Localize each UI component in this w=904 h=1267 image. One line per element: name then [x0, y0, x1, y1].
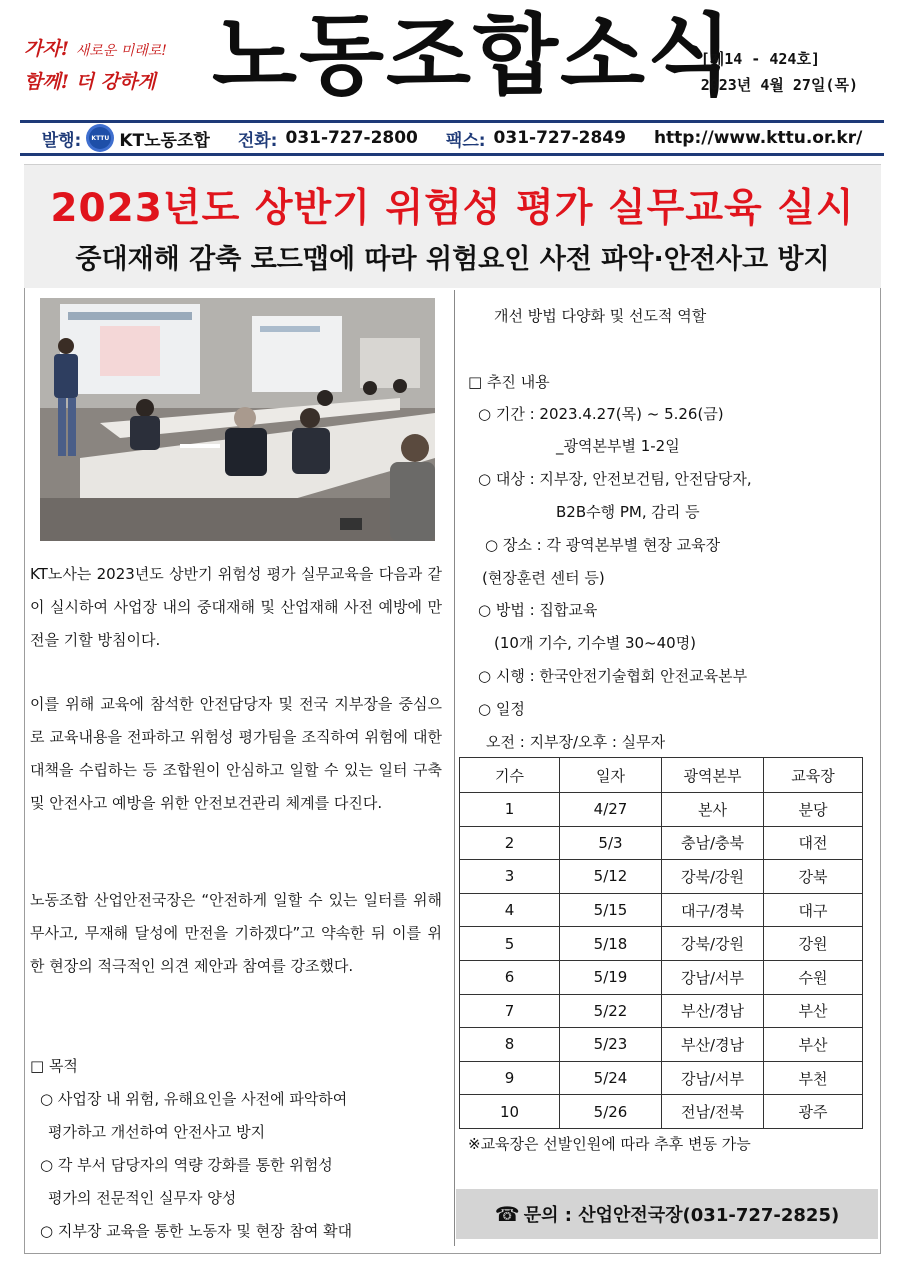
schedule-table — [459, 757, 863, 1129]
slogan-line1: 가자! — [24, 38, 70, 60]
fax-number: 031-727-2849 — [493, 128, 626, 148]
cell-cohort: 4 — [460, 893, 560, 927]
purpose-item-1-line1: ○ 사업장 내 위험, 유해요인을 사전에 파악하여 — [40, 1090, 348, 1108]
subheadline: 중대재해 감축 로드맵에 따라 위험요인 사전 파악·안전사고 방지 — [75, 244, 830, 275]
cell-venue: 대전 — [764, 826, 863, 860]
cell-date: 5/26 — [560, 1095, 662, 1129]
cell-date: 5/12 — [560, 860, 662, 894]
table-row — [460, 893, 863, 927]
purpose-item-2-line2: 평가의 전문적인 실무자 양성 — [48, 1189, 237, 1207]
contact-box — [456, 1189, 878, 1239]
publisher-name: KT노동조합 — [119, 130, 210, 151]
header-cohort: 기수 — [460, 758, 560, 793]
purpose-title: □ 목적 — [30, 1057, 78, 1075]
issue-info — [701, 46, 858, 98]
cell-venue: 강북 — [764, 860, 863, 894]
plan-period-note: _광역본부별 1-2일 — [556, 437, 680, 455]
slogan-line1-small: 새로운 미래로! — [75, 43, 167, 59]
cell-date: 5/15 — [560, 893, 662, 927]
purpose-item-1-line2: 평가하고 개선하여 안전사고 방지 — [48, 1123, 266, 1141]
cell-cohort: 6 — [460, 960, 560, 994]
header-region: 광역본부 — [662, 758, 764, 793]
cell-cohort: 2 — [460, 826, 560, 860]
publisher-label: 발행: — [41, 130, 82, 151]
plan-place-cont: (현장훈련 센터 등) — [482, 569, 605, 587]
cell-region: 강남/서부 — [662, 960, 764, 994]
plan-operator: ○ 시행 : 한국안전기술협회 안전교육본부 — [478, 667, 748, 685]
purpose-item-3-line1: ○ 지부장 교육을 통한 노동자 및 현장 참여 확대 — [40, 1222, 353, 1240]
issue-date: 2023년 4월 27일(목) — [700, 76, 858, 94]
issue-number: [제14 - 424호] — [700, 50, 820, 68]
cell-date: 5/3 — [560, 826, 662, 860]
cell-cohort: 10 — [460, 1095, 560, 1129]
body-paragraph-1: KT노사는 2023년도 상반기 위험성 평가 실무교육을 다음과 같이 실시하여 사업장 내의 중대재해 및 산업재해 사전 예방에 만전을 기할 방침이다. — [30, 565, 442, 649]
column-divider — [454, 290, 455, 1246]
table-row — [460, 793, 863, 827]
cell-cohort: 1 — [460, 793, 560, 827]
headline-box — [24, 164, 881, 288]
table-row — [460, 1095, 863, 1129]
header-date: 일자 — [560, 758, 662, 793]
purpose-item-2-line1: ○ 각 부서 담당자의 역량 강화를 통한 위험성 — [40, 1156, 333, 1174]
cell-venue: 부천 — [764, 1061, 863, 1095]
cell-venue: 강원 — [764, 927, 863, 961]
slogan-line2: 함께! 더 강하게 — [24, 71, 156, 93]
schedule-footnote: ※교육장은 선발인원에 따라 추후 변동 가능 — [468, 1135, 751, 1153]
cell-cohort: 7 — [460, 994, 560, 1028]
plan-schedule-note: 오전 : 지부장/오후 : 실무자 — [486, 733, 666, 751]
table-row — [460, 1061, 863, 1095]
purpose-item-3-line2: 개선 방법 다양화 및 선도적 역할 — [494, 307, 707, 325]
plan-method: ○ 방법 : 집합교육 — [478, 601, 598, 619]
cell-cohort: 3 — [460, 860, 560, 894]
cell-date: 5/23 — [560, 1028, 662, 1062]
purpose-item-2 — [40, 1149, 333, 1215]
header-venue: 교육장 — [764, 758, 863, 793]
cell-region: 부산/경남 — [662, 1028, 764, 1062]
cell-venue: 부산 — [764, 994, 863, 1028]
table-row — [460, 994, 863, 1028]
cell-region: 부산/경남 — [662, 994, 764, 1028]
cell-region: 충남/충북 — [662, 826, 764, 860]
cell-date: 5/22 — [560, 994, 662, 1028]
cell-cohort: 9 — [460, 1061, 560, 1095]
table-row — [460, 927, 863, 961]
schedule-header-row — [460, 758, 863, 793]
cell-date: 5/18 — [560, 927, 662, 961]
plan-target: ○ 대상 : 지부장, 안전보건팀, 안전담당자, — [478, 470, 752, 488]
cell-date: 5/24 — [560, 1061, 662, 1095]
table-row — [460, 826, 863, 860]
publisher-bar — [20, 120, 884, 156]
table-row — [460, 860, 863, 894]
contact-text: 문의 : 산업안전국장(031-727-2825) — [523, 1205, 840, 1226]
phone-number: 031-727-2800 — [285, 128, 418, 148]
plan-target-cont: B2B수행 PM, 감리 등 — [556, 503, 700, 521]
plan-schedule-title: ○ 일정 — [478, 700, 525, 718]
cell-venue: 광주 — [764, 1095, 863, 1129]
cell-region: 전남/전북 — [662, 1095, 764, 1129]
purpose-item-1 — [40, 1083, 347, 1149]
cell-region: 강북/강원 — [662, 927, 764, 961]
website-link[interactable]: http://www.kttu.or.kr/ — [653, 128, 863, 148]
cell-cohort: 5 — [460, 927, 560, 961]
cell-venue: 분당 — [764, 793, 863, 827]
body-paragraph-3: 노동조합 산업안전국장은 “안전하게 일할 수 있는 일터를 위해 무사고, 무재해 달성에 만전을 기하겠다”고 약속한 뒤 이를 위한 현장의 적극적인 의견 제안과 참여를 강조했다. — [30, 891, 442, 975]
table-row — [460, 960, 863, 994]
body-paragraph-2: 이를 위해 교육에 참석한 안전담당자 및 전국 지부장을 중심으로 교육내용을 전파하고 위험성 평가팀을 조직하여 위험에 대한 대책을 수립하는 등 조합원이 안심하고 일할 수 있는 일터 구축 및 안전사고 예방을 위한 안전보건관리 체계를 다진다. — [30, 695, 442, 812]
headline: 2023년도 상반기 위험성 평가 실무교육 실시 — [50, 186, 855, 231]
fax-label: 팩스: — [445, 130, 486, 151]
cell-date: 4/27 — [560, 793, 662, 827]
cell-venue: 부산 — [764, 1028, 863, 1062]
cell-venue: 대구 — [764, 893, 863, 927]
cell-region: 강남/서부 — [662, 1061, 764, 1095]
kttu-logo-icon: KTTU — [89, 127, 111, 149]
phone-label: 전화: — [237, 130, 278, 151]
cell-region: 본사 — [662, 793, 764, 827]
training-photo — [40, 298, 435, 541]
newsletter-title: 노동조합소식 — [212, 4, 735, 107]
cell-date: 5/19 — [560, 960, 662, 994]
plan-period: ○ 기간 : 2023.4.27(목) ~ 5.26(금) — [478, 405, 724, 423]
plan-place: ○ 장소 : 각 광역본부별 현장 교육장 — [485, 536, 721, 554]
purpose-item-3 — [40, 1215, 352, 1248]
plan-method-cont: (10개 기수, 기수별 30~40명) — [494, 634, 697, 652]
cell-region: 강북/강원 — [662, 860, 764, 894]
cell-region: 대구/경북 — [662, 893, 764, 927]
cell-venue: 수원 — [764, 960, 863, 994]
plan-title: □ 추진 내용 — [468, 373, 550, 391]
table-row — [460, 1028, 863, 1062]
cell-cohort: 8 — [460, 1028, 560, 1062]
phone-icon: ☎ — [494, 1202, 520, 1226]
slogan — [24, 34, 204, 94]
